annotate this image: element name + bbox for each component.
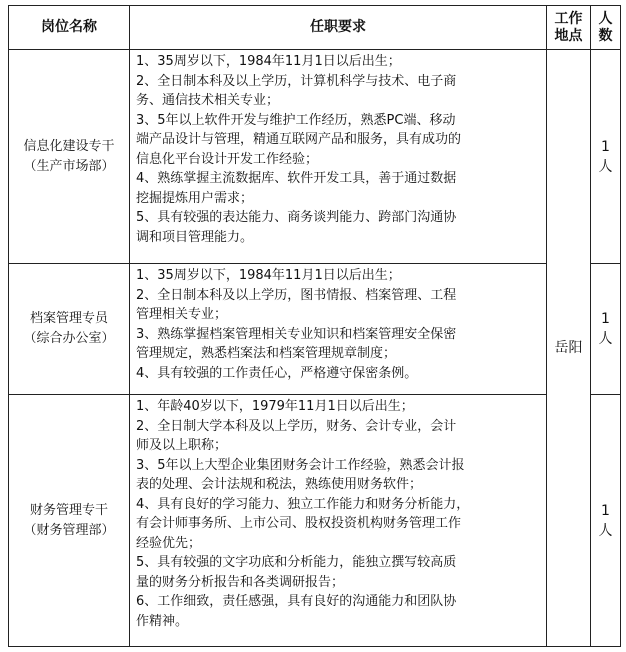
requirement-line: 挖掘提炼用户需求； <box>136 190 254 206</box>
header-location <box>547 6 591 50</box>
table-row <box>9 50 621 264</box>
position-cell <box>9 50 130 264</box>
count-char: 1 <box>601 502 610 519</box>
requirement-line: 2、全日制本科及以上学历，计算机科学与技术、电子商 <box>136 73 457 89</box>
position-department: （财务管理部） <box>23 522 115 538</box>
requirement-line: 务、通信技术相关专业； <box>136 93 280 108</box>
count-cell <box>591 264 621 395</box>
requirement-line: 量的财务分析报告和各类调研报告； <box>136 574 345 590</box>
header-row <box>9 6 621 50</box>
requirement-line: 1、35周岁以下，1984年11月1日以后出生； <box>136 54 401 69</box>
position-cell <box>9 264 130 395</box>
recruitment-table <box>8 5 621 647</box>
count-char: 人 <box>598 331 613 347</box>
position-title: 财务管理专干 <box>29 502 108 518</box>
position-title: 档案管理专员 <box>29 311 108 326</box>
requirement-line: 端产品设计与管理，精通互联网产品和服务，具有成功的 <box>136 132 462 147</box>
requirement-line: 5、具有较强的文字功底和分析能力，能独立撰写较高质 <box>136 555 457 570</box>
requirement-line: 管理相关专业； <box>136 307 228 322</box>
position-title: 信息化建设专干 <box>23 138 115 154</box>
position-department: （综合办公室） <box>23 331 115 346</box>
requirement-line: 有会计师事务所、上市公司、股权投资机构财务管理工作 <box>136 516 462 531</box>
header-count <box>591 6 621 50</box>
count-char: 1 <box>601 311 610 327</box>
requirement-line: 管理规定，熟悉档案法和档案管理规章制度； <box>136 346 397 361</box>
header-location-line1: 工作 <box>554 10 583 27</box>
requirements-cell <box>130 50 547 264</box>
position-department: （生产市场部） <box>23 158 115 174</box>
requirement-line: 作精神。 <box>136 613 189 629</box>
requirement-line: 调和项目管理能力。 <box>136 229 254 245</box>
requirement-line: 3、5年以上软件开发与维护工作经历，熟悉PC端、移动 <box>136 112 456 128</box>
location-cell: 岳阳 <box>547 50 591 647</box>
requirement-line: 3、5年以上大型企业集团财务会计工作经验，熟悉会计报 <box>136 457 465 473</box>
requirement-line: 6、工作细致，责任感强，具有良好的沟通能力和团队协 <box>136 594 457 609</box>
header-count-line1: 人 <box>598 10 613 27</box>
requirement-line: 4、具有良好的学习能力、独立工作能力和财务分析能力， <box>136 496 470 512</box>
header-requirements: 任职要求 <box>130 6 547 50</box>
count-char: 1 <box>601 138 610 155</box>
requirement-line: 表的处理、会计法规和税法，熟练使用财务软件； <box>136 477 423 492</box>
header-position: 岗位名称 <box>9 6 130 50</box>
count-char: 人 <box>598 522 613 539</box>
count-cell <box>591 395 621 647</box>
requirement-line: 1、35周岁以下，1984年11月1日以后出生； <box>136 268 401 283</box>
requirement-line: 2、全日制本科及以上学历，图书情报、档案管理、工程 <box>136 287 457 303</box>
count-char: 人 <box>598 158 613 175</box>
requirement-line: 1、年龄40岁以下，1979年11月1日以后出生； <box>136 399 414 414</box>
requirement-line: 经验优先； <box>136 535 202 551</box>
requirement-line: 4、具有较强的工作责任心，严格遵守保密条例。 <box>136 365 418 381</box>
position-cell <box>9 395 130 647</box>
requirement-line: 信息化平台设计开发工作经验； <box>136 151 319 167</box>
requirements-cell <box>130 395 547 647</box>
requirement-line: 3、熟练掌握档案管理相关专业知识和档案管理安全保密 <box>136 326 457 342</box>
header-count-line2: 数 <box>598 27 613 44</box>
table-row <box>9 264 621 395</box>
requirement-line: 5、具有较强的表达能力、商务谈判能力、跨部门沟通协 <box>136 210 457 225</box>
requirement-line: 4、熟练掌握主流数据库、软件开发工具，善于通过数据 <box>136 171 457 186</box>
requirements-cell <box>130 264 547 395</box>
count-cell <box>591 50 621 264</box>
table-row <box>9 395 621 647</box>
header-location-line2: 地点 <box>554 27 583 44</box>
requirement-line: 师及以上职称； <box>136 438 228 453</box>
requirement-line: 2、全日制大学本科及以上学历，财务、会计专业，会计 <box>136 418 457 434</box>
